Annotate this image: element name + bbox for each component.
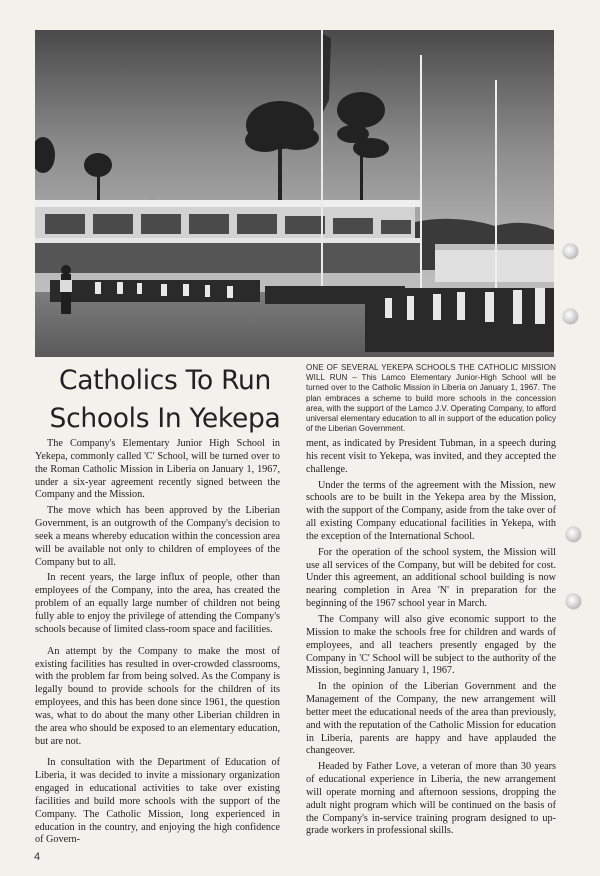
binder-hole xyxy=(566,527,581,542)
body-paragraph: An attempt by the Company to make the most of existing facilities has resulted in over-crowded classrooms, with the problem far from being solved. As the Company is legally bound to provide schools for the children of its employees, and this has been done since 1961, the question was, what to do about the many other Liberian children in the area who should be exposed to an elementary education, but are not. xyxy=(35,645,280,747)
body-paragraph: In the opinion of the Liberian Government and the Management of the Company, the new arrangement will better meet the educational needs of the area than previously, and with the reputation of the Catholic Mission for education in Liberia, parents are happy and have applauded the changeover. xyxy=(306,681,556,757)
body-paragraph: Headed by Father Love, a veteran of more than 30 years of educational experience in Liberia, the new arrangement will operate morning and afternoon sessions, dropping the adult night program which will be continued on the basis of the Company's in-service training program designed to up-grade workers in professional skills. xyxy=(306,761,556,837)
photo-caption xyxy=(306,363,556,434)
body-paragraph: The Company will also give economic support to the Mission to make the schools free for children and wards of employees, and all teachers presently engaged by the Company in 'C' School will be subject to the authority of the Mission, beginning January 1, 1967. xyxy=(306,613,556,677)
body-paragraph: In consultation with the Department of Education of Liberia, it was decided to invite a missionary organization engaged in educational activities to take over existing facilities and build more schools with the support of the Company. The Catholic Mission, long experienced in education in the country, and enjoying the high confidence of Govern- xyxy=(35,757,280,846)
body-paragraph: For the operation of the school system, the Mission will use all services of the Company, but will be debited for cost. Under this agreement, an additional school building is now nearing completion in Area 'N' in preparation for the beginning of the 1967 school year in March. xyxy=(306,546,556,610)
caption-heading: ONE OF SEVERAL YEKEPA SCHOOLS THE CATHOLIC MISSION WILL RUN xyxy=(306,363,556,383)
binder-hole xyxy=(566,594,581,609)
page-number: 4 xyxy=(34,851,41,863)
body-paragraph: Under the terms of the agreement with the Mission, new schools are to be built in the Yekepa area by the Mission, with the support of the Company, aside from the take over of all existing Company educational facilities in Yekepa, with the exception of the International School. xyxy=(306,479,556,542)
body-paragraph: ment, as indicated by President Tubman, in a speech during his recent visit to Yekepa, was invited, and they accepted the challenge. xyxy=(306,438,556,475)
binder-hole xyxy=(563,309,578,324)
body-paragraph: The Company's Elementary Junior High School in Yekepa, commonly called 'C' School, will be turned over to the Roman Catholic Mission in Liberia on January 1, 1967, under a six-year agreement recently signed between the Company and the Mission. xyxy=(35,438,280,501)
school-assembly-photo xyxy=(35,30,554,357)
body-paragraph: In recent years, the large influx of people, other than employees of the Company, into the area, has created the problem of an equally large number of children not being fully able to enjoy the privilege of attending the Company's schools because of limited class-room space and facilities. xyxy=(35,572,280,635)
caption-body: – This Lamco Elementary Junior-High School will be turned over to the Catholic Mission in Liberia on January 1, 1967. The plan embraces a scheme to build more schools in the concession area, with the support of the Lamco J.V. Operating Company, to afford universal elementary education to all in support of the education policy of the Liberian Government. xyxy=(306,373,556,434)
body-paragraph: The move which has been approved by the Liberian Government, is an outgrowth of the Company's decision to seek a means whereby education within the concession area will be available not only to children of employees of the Company but to all. xyxy=(35,505,280,568)
binder-hole xyxy=(563,244,578,259)
title-line-1: Catholics To Run xyxy=(58,365,271,396)
left-column xyxy=(35,438,280,850)
article-title xyxy=(35,362,295,438)
title-line-2: Schools In Yekepa xyxy=(49,403,281,434)
right-column xyxy=(306,438,556,841)
